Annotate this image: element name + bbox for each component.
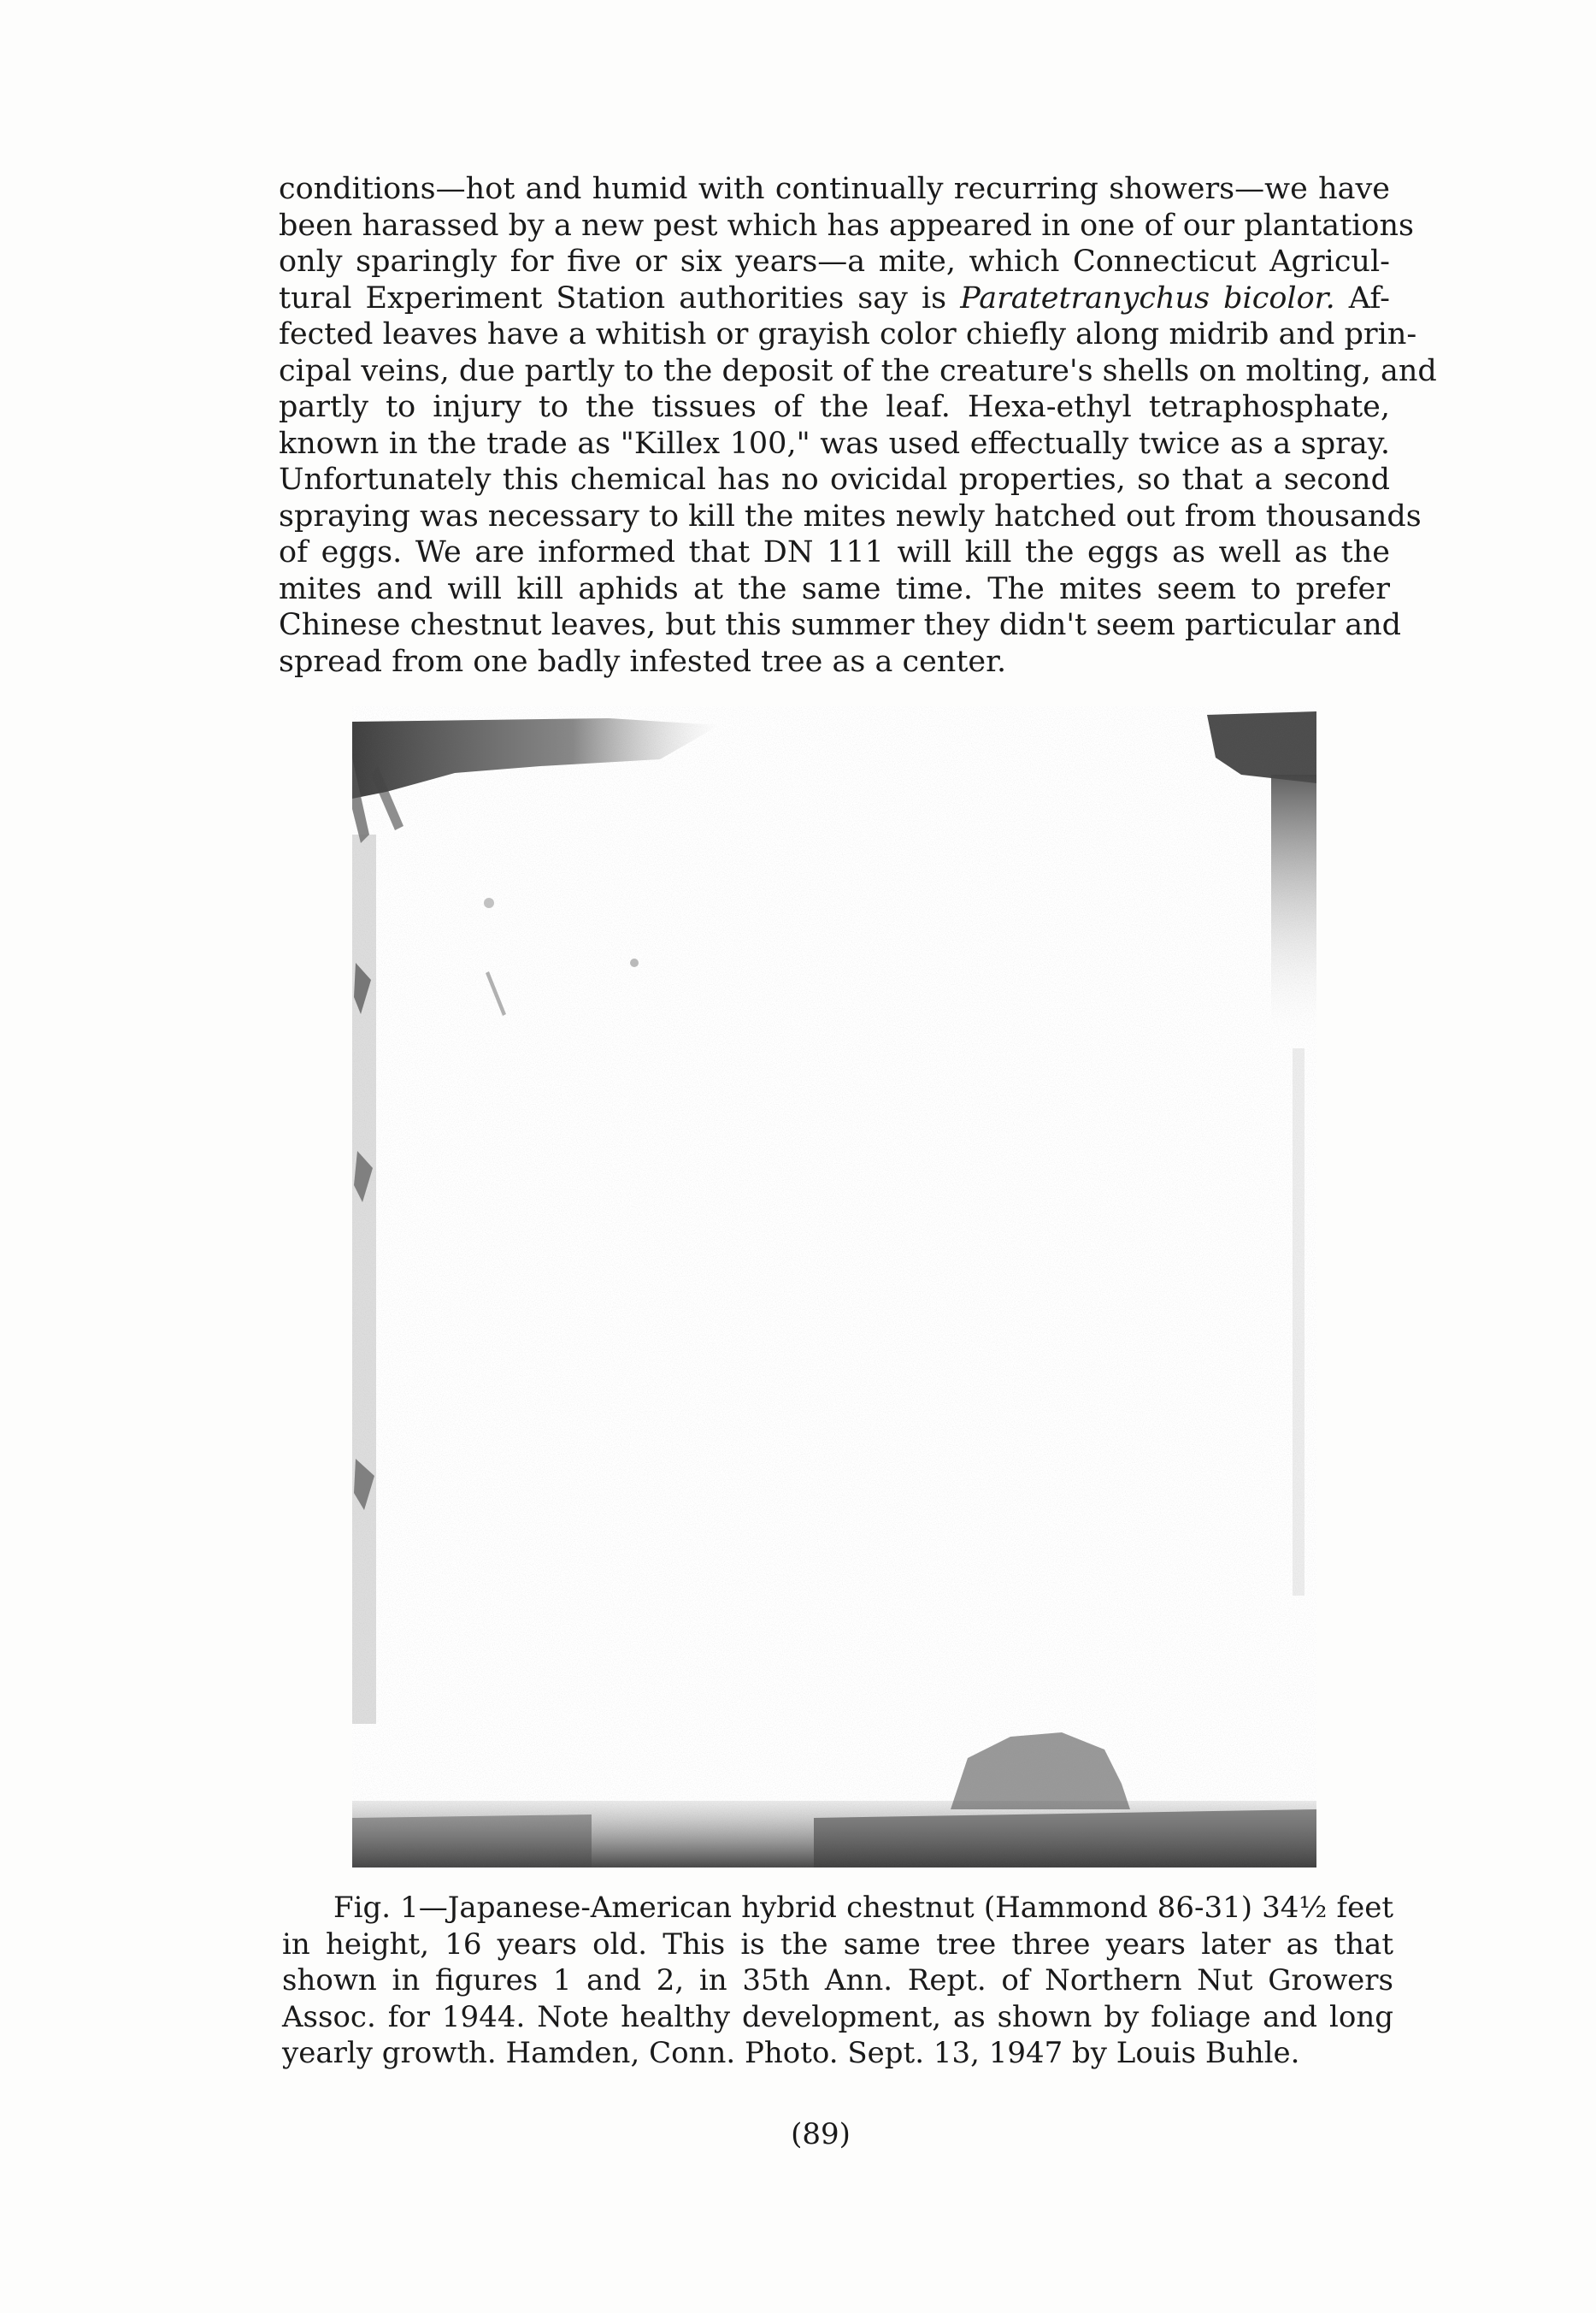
text-line: known in the trade as "Killex 100," was used effectually twice as a spray.	[279, 426, 1390, 461]
text-line: been harassed by a new pest which has appeared in one of our plantations	[279, 208, 1414, 243]
text-line: Chinese chestnut leaves, but this summer they didn't seem particular and	[279, 608, 1402, 642]
body-paragraph	[279, 171, 1437, 680]
text-line: of eggs. We are informed that DN 111 will kill the eggs as well as the	[279, 535, 1390, 569]
text-line: conditions—hot and humid with continually recurring showers—we have	[279, 172, 1390, 206]
text-line: cipal veins, due partly to the deposit of the creature's shells on molting, and	[279, 353, 1437, 388]
caption-line: Assoc. for 1944. Note healthy development, as shown by foliage and long	[282, 1999, 1393, 2034]
figure-caption	[282, 1890, 1393, 2072]
text-line: only sparingly for five or six years—a mite, which Connecticut Agricul-	[279, 245, 1390, 279]
text-fragment: tural Experiment Station authorities say is	[279, 280, 947, 316]
caption-line: Fig. 1—Japanese-American hybrid chestnut (Hammond 86-31) 34½ feet	[333, 1891, 1393, 1925]
text-line	[279, 280, 1390, 317]
page-number: (89)	[791, 2117, 851, 2151]
text-line: fected leaves have a whitish or grayish color chiefly along midrib and prin-	[279, 317, 1417, 351]
caption-line: yearly growth. Hamden, Conn. Photo. Sept. 13, 1947 by Louis Buhle.	[282, 2036, 1300, 2070]
text-fragment: Af-	[1334, 280, 1390, 316]
chestnut-tree-photo	[352, 706, 1316, 1868]
text-line: Unfortunately this chemical has no ovicidal properties, so that a second	[279, 463, 1390, 497]
caption-line: in height, 16 years old. This is the same tree three years later as that	[282, 1927, 1393, 1962]
text-line: spread from one badly infested tree as a center.	[279, 644, 1007, 679]
caption-line: shown in figures 1 and 2, in 35th Ann. Rept. of Northern Nut Growers	[282, 1963, 1393, 1997]
text-line: partly to injury to the tissues of the leaf. Hexa-ethyl tetraphosphate,	[279, 390, 1390, 424]
text-line: mites and will kill aphids at the same time. The mites seem to prefer	[279, 571, 1390, 606]
species-name: Paratetranychus bicolor.	[960, 280, 1335, 316]
text-line: spraying was necessary to kill the mites newly hatched out from thousands	[279, 499, 1422, 534]
